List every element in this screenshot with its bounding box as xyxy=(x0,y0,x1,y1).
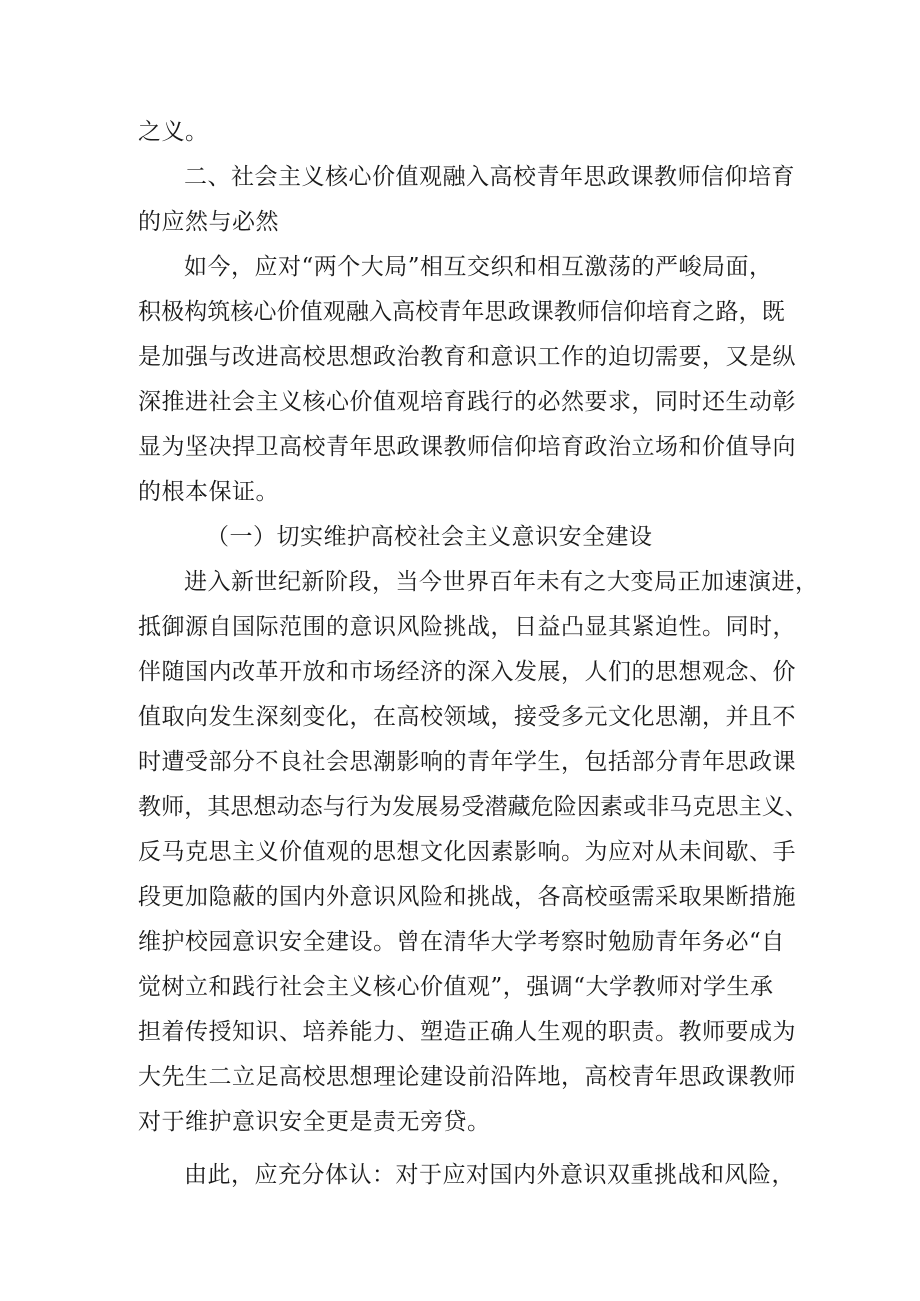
paragraph-line: 时遭受部分不良社会思潮影响的青年学生，包括部分青年思政课 xyxy=(138,749,796,775)
paragraph-line: 的根本保证。 xyxy=(138,479,279,505)
paragraph-line: 反马克思主义价值观的思想文化因素影响。为应对从未间歇、手 xyxy=(138,839,796,865)
document-body xyxy=(138,110,819,1198)
paragraph-line: 进入新世纪新阶段，当今世界百年未有之大变局正加速演进， xyxy=(184,569,819,595)
subsection-heading: （一）切实维护高校社会主义意识安全建设 xyxy=(206,524,653,550)
paragraph-line: 觉树立和践行社会主义核心价值观”，强调“大学教师对学生承 xyxy=(138,974,774,1000)
paragraph-line: 抵御源自国际范围的意识风险挑战，日益凸显其紧迫性。同时， xyxy=(138,614,796,640)
paragraph-line: 担着传授知识、培养能力、塑造正确人生观的职责。教师要成为 xyxy=(138,1019,796,1045)
paragraph-line: 积极构筑核心价值观融入高校青年思政课教师信仰培育之路，既 xyxy=(138,299,785,325)
paragraph-line: 伴随国内改革开放和市场经济的深入发展，人们的思想观念、价 xyxy=(138,659,796,685)
paragraph-line: 教师，其思想动态与行为发展易受潜藏危险因素或非马克思主义、 xyxy=(138,794,808,820)
paragraph-line: 维护校园意识安全建设。曾在清华大学考察时勉励青年务必“自 xyxy=(138,929,785,955)
paragraph-line: 显为坚决捍卫高校青年思政课教师信仰培育政治立场和价值导向 xyxy=(138,434,796,460)
paragraph-line: 由此，应充分体认：对于应对国内外意识双重挑战和风险， xyxy=(184,1162,795,1188)
section-heading-line: 的应然与必然 xyxy=(138,209,279,235)
section-heading-line: 二、社会主义核心价值观融入高校青年思政课教师信仰培育 xyxy=(184,164,795,190)
paragraph-line: 大先生二立足高校思想理论建设前沿阵地，高校青年思政课教师 xyxy=(138,1064,796,1090)
paragraph-line: 是加强与改进高校思想政治教育和意识工作的迫切需要，又是纵 xyxy=(138,344,796,370)
paragraph-line: 如今，应对“两个大局”相互交织和相互激荡的严峻局面， xyxy=(184,254,773,280)
paragraph-line: 段更加隐蔽的国内外意识风险和挑战，各高校亟需采取果断措施 xyxy=(138,884,796,910)
paragraph-line: 对于维护意识安全更是责无旁贷。 xyxy=(138,1109,491,1135)
paragraph-line: 之义。 xyxy=(138,119,209,145)
paragraph-line: 深推进社会主义核心价值观培育践行的必然要求，同时还生动彰 xyxy=(138,389,796,415)
paragraph-spacer xyxy=(138,1145,788,1153)
paragraph-line: 值取向发生深刻变化，在高校领域，接受多元文化思潮，并且不 xyxy=(138,704,796,730)
